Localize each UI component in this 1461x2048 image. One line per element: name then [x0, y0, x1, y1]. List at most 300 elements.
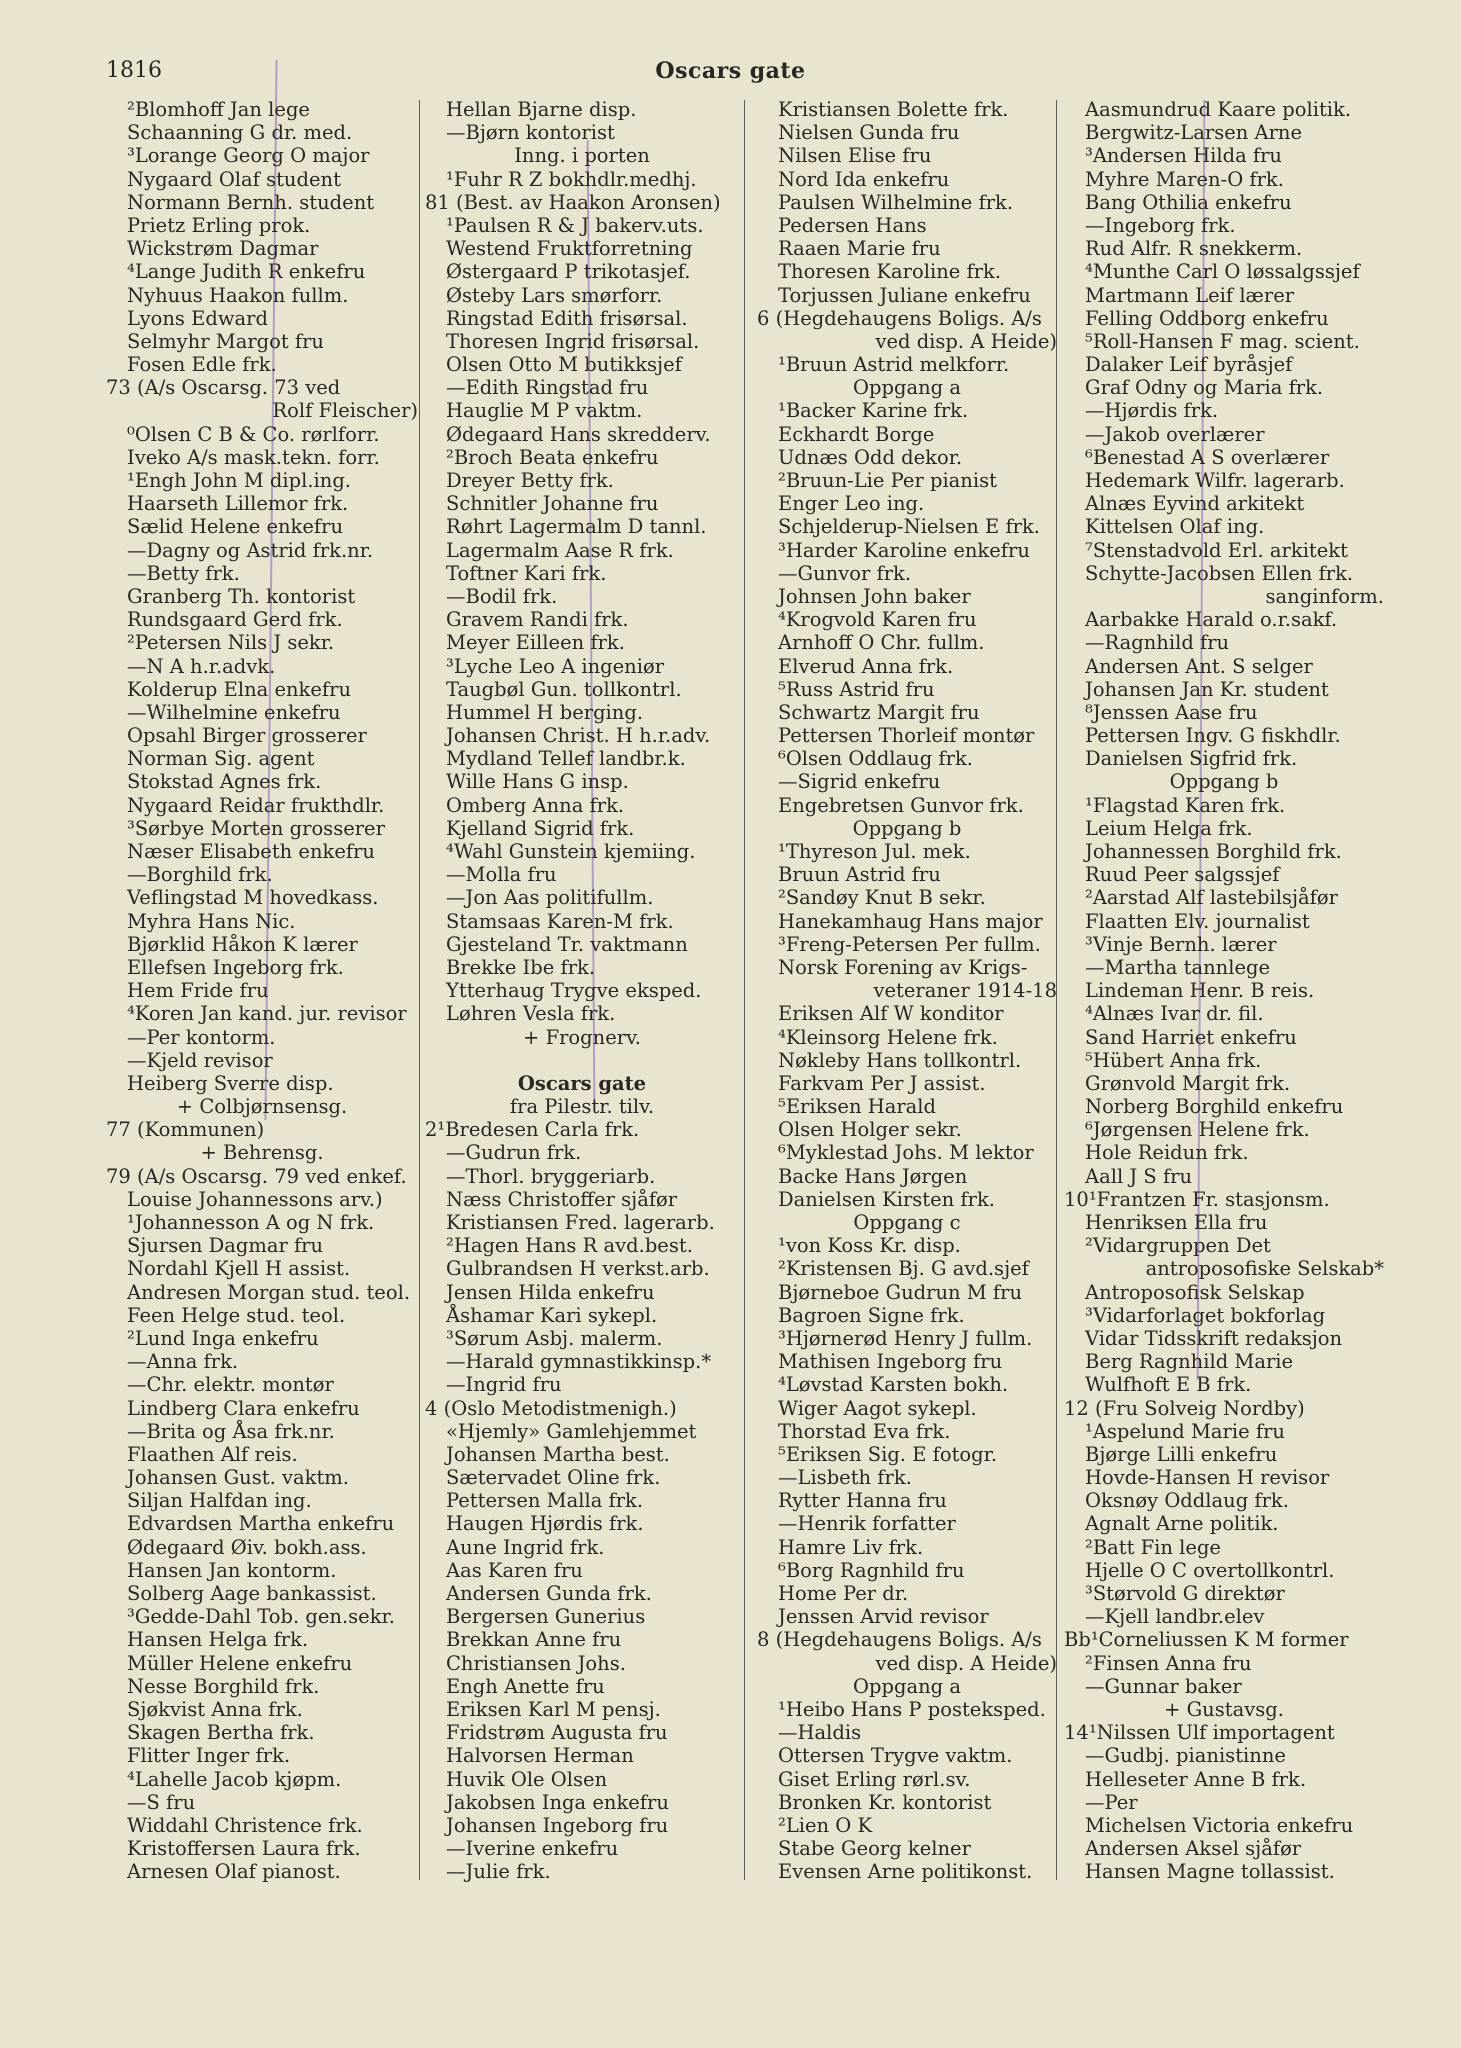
resident-entry: ³Sørum Asbj. malerm.	[446, 1326, 663, 1350]
resident-entry: ³Størvold G direktør	[1085, 1582, 1285, 1605]
resident-entry: Lindberg Clara enkefru	[127, 1396, 360, 1420]
resident-entry: Nilsen Elise fru	[778, 144, 932, 168]
resident-entry: Prietz Erling prok.	[127, 213, 311, 237]
resident-entry: Opsahl Birger grosserer	[127, 724, 367, 748]
resident-entry: ⁵Eriksen Sig. E fotogr.	[778, 1442, 998, 1466]
resident-entry: ¹von Koss Kr. disp.	[778, 1234, 961, 1258]
resident-entry: —Harald gymnastikkinsp.*	[446, 1350, 712, 1374]
resident-entry: ³Hjørnerød Henry J fullm.	[778, 1326, 1033, 1350]
resident-entry: Røhrt Lagermalm D tannl.	[446, 515, 707, 539]
address-entry: 10¹Frantzen Fr. stasjonsm.	[1064, 1187, 1330, 1211]
section-label: + Behrensg.	[200, 1141, 324, 1165]
resident-entry: Danielsen Sigfrid frk.	[1085, 747, 1298, 771]
resident-entry: Gulbrandsen H verkst.arb.	[446, 1257, 710, 1281]
resident-entry: Evensen Arne politikonst.	[778, 1860, 1033, 1884]
resident-entry: —Chr. elektr. montør	[127, 1373, 334, 1397]
resident-entry: Toftner Kari frk.	[446, 561, 607, 585]
address-entry: 14¹Nilssen Ulf importagent	[1064, 1721, 1335, 1745]
resident-entry: Torjussen Juliane enkefru	[778, 283, 1031, 307]
resident-entry: Stabe Georg kelner	[778, 1837, 971, 1861]
resident-entry: Pettersen Thorleif montør	[778, 724, 1035, 748]
resident-entry: —Hjørdis frk.	[1085, 399, 1219, 423]
resident-entry: ⁵Hübert Anna frk.	[1085, 1048, 1262, 1072]
resident-entry: Normann Bernh. student	[127, 190, 375, 214]
resident-entry: Mathisen Ingeborg fru	[778, 1350, 1003, 1374]
address-entry: 4 (Oslo Metodistmenigh.)	[425, 1396, 677, 1420]
resident-entry: ²Batt Fin lege	[1085, 1535, 1221, 1559]
resident-entry: ¹Backer Karine frk.	[778, 399, 969, 423]
resident-entry: ²Broch Beata enkefru	[446, 445, 659, 469]
resident-entry: —Dagny og Astrid frk.nr.	[127, 538, 374, 562]
resident-entry: Brekkan Anne fru	[446, 1628, 622, 1652]
resident-entry: ¹Thyreson Jul. mek.	[778, 840, 971, 863]
resident-entry: Fridstrøm Augusta fru	[446, 1721, 668, 1745]
resident-entry: ⁶Benestad A S overlærer	[1085, 445, 1330, 469]
resident-entry: Martmann Leif lærer	[1085, 283, 1295, 307]
resident-entry: Edvardsen Martha enkefru	[127, 1512, 395, 1536]
resident-entry: Flitter Inger frk.	[127, 1744, 291, 1768]
resident-entry: ¹Paulsen R & J bakerv.uts.	[446, 213, 704, 237]
resident-entry: Enger Leo ing.	[778, 492, 925, 516]
resident-entry: ²Blomhoff Jan lege	[127, 98, 310, 121]
resident-entry: Westend Fruktforretning	[446, 237, 693, 261]
resident-entry: ¹Johannesson A og N frk.	[127, 1211, 375, 1234]
resident-entry: Iveko A/s mask.tekn. forr.	[127, 445, 380, 469]
resident-entry: Widdahl Christence frk.	[127, 1813, 363, 1837]
resident-entry: ⁶Jørgensen Helene frk.	[1085, 1118, 1310, 1142]
resident-entry: Ellefsen Ingeborg frk.	[127, 955, 344, 979]
resident-entry: Sjøkvist Anna frk.	[127, 1697, 303, 1721]
resident-entry: Christiansen Johs.	[446, 1651, 626, 1675]
address-entry: 8 (Hegdehaugens Boligs. A/s	[757, 1628, 1042, 1652]
resident-entry: Haarseth Lillemor frk.	[127, 492, 349, 516]
column-divider	[744, 100, 745, 1880]
resident-entry: Meyer Eilleen frk.	[446, 631, 625, 655]
resident-entry: Taugbøl Gun. tollkontrl.	[446, 677, 682, 701]
resident-entry: ³Gedde-Dahl Tob. gen.sekr.	[127, 1605, 395, 1629]
address-entry: 12 (Fru Solveig Nordby)	[1064, 1396, 1305, 1420]
resident-entry: ved disp. A Heide)	[875, 1651, 1057, 1675]
address-entry: 81 (Best. av Haakon Aronsen)	[425, 190, 721, 214]
resident-entry: —Per	[1085, 1790, 1138, 1814]
resident-entry: Norberg Borghild enkefru	[1085, 1095, 1344, 1119]
resident-entry: Lindeman Henr. B reis.	[1085, 979, 1315, 1003]
resident-entry: Pettersen Ingv. G fiskhdlr.	[1085, 724, 1341, 748]
resident-entry: Hansen Helga frk.	[127, 1628, 309, 1652]
address-entry: 73 (A/s Oscarsg. 73 ved	[106, 376, 341, 400]
resident-entry: Olsen Otto M butikksjef	[446, 353, 682, 377]
resident-entry: ²Lien O K	[778, 1813, 873, 1837]
resident-entry: —Ingeborg frk.	[1085, 213, 1236, 237]
resident-entry: ⁴Løvstad Karsten bokh.	[778, 1373, 1009, 1397]
resident-entry: Wiger Aagot sykepl.	[778, 1396, 977, 1420]
resident-entry: ⁴Munthe Carl O løssalgssjef	[1085, 260, 1360, 284]
resident-entry: —Jon Aas politifullm.	[446, 886, 654, 910]
resident-entry: ¹Bruun Astrid melkforr.	[778, 353, 1010, 377]
page-number: 1816	[106, 58, 162, 83]
directory-column-2	[425, 98, 739, 1883]
address-entry: 77 (Kommunen)	[106, 1118, 265, 1142]
resident-entry: Myhre Maren-O frk.	[1085, 167, 1284, 191]
resident-entry: ²Lund Inga enkefru	[127, 1326, 319, 1350]
resident-entry: —Gunvor frk.	[778, 561, 912, 585]
section-label: + Colbjørnsensg.	[176, 1095, 348, 1119]
resident-entry: Johansen Martha best.	[446, 1442, 670, 1466]
resident-entry: Rytter Hanna fru	[778, 1489, 947, 1513]
resident-entry: Kristiansen Fred. lagerarb.	[446, 1211, 715, 1234]
resident-entry: Nesse Borghild frk.	[127, 1674, 320, 1698]
resident-entry	[425, 1049, 739, 1072]
resident-entry: Michelsen Victoria enkefru	[1085, 1813, 1354, 1837]
resident-entry: Ottersen Trygve vaktm.	[778, 1744, 1013, 1768]
resident-entry: Thoresen Karoline frk.	[778, 260, 1002, 284]
resident-entry: Lyons Edward	[127, 306, 268, 330]
resident-entry: Hjelle O C overtollkontrl.	[1085, 1558, 1335, 1582]
resident-entry: Eckhardt Borge	[778, 422, 935, 446]
resident-entry: Lagermalm Aase R frk.	[446, 538, 674, 562]
resident-entry: Huvik Ole Olsen	[446, 1767, 608, 1791]
resident-entry: Bergersen Gunerius	[446, 1605, 646, 1629]
resident-entry: Veflingstad M hovedkass.	[127, 886, 379, 910]
resident-entry: Ødegaard Hans skredderv.	[446, 422, 711, 446]
resident-entry: Andresen Morgan stud. teol.	[127, 1280, 411, 1304]
resident-entry: Ringstad Edith frisørsal.	[446, 306, 688, 330]
resident-entry: ³Vinje Bernh. lærer	[1085, 932, 1277, 956]
resident-entry: Henriksen Ella fru	[1085, 1211, 1268, 1234]
resident-entry: Skagen Bertha frk.	[127, 1721, 315, 1745]
resident-entry: Nielsen Gunda fru	[778, 121, 960, 145]
resident-entry: Wulfhoft E B frk.	[1085, 1373, 1252, 1397]
resident-entry: —Wilhelmine enkefru	[127, 700, 341, 724]
resident-entry: Home Per dr.	[778, 1582, 909, 1605]
resident-entry: ⁵Roll-Hansen F mag. scient.	[1085, 329, 1360, 353]
resident-entry: —Ingrid fru	[446, 1373, 562, 1397]
resident-entry: Omberg Anna frk.	[446, 793, 625, 817]
resident-entry: —Henrik forfatter	[778, 1512, 956, 1536]
section-label: + Gustavsg.	[1164, 1697, 1284, 1721]
resident-entry: Sælid Helene enkefru	[127, 515, 344, 539]
resident-entry: Antroposofisk Selskap	[1085, 1280, 1305, 1304]
resident-entry: Flaatten Elv. journalist	[1085, 909, 1310, 933]
resident-entry: Danielsen Kirsten frk.	[778, 1187, 995, 1211]
resident-entry: ⁴Koren Jan kand. jur. revisor	[127, 1002, 407, 1026]
resident-entry: Kristoffersen Laura frk.	[127, 1837, 361, 1861]
address-entry: 79 (A/s Oscarsg. 79 ved enkef.	[106, 1164, 407, 1188]
resident-entry: —Thorl. bryggeriarb.	[446, 1164, 656, 1188]
resident-entry: Hanekamhaug Hans major	[778, 909, 1043, 933]
resident-entry: ⁶Olsen Oddlaug frk.	[778, 747, 973, 771]
resident-entry: —Martha tannlege	[1085, 955, 1271, 979]
resident-entry: —Ragnhild fru	[1085, 631, 1230, 655]
resident-entry: Schnitler Johanne fru	[446, 492, 659, 516]
resident-entry: ¹Heibo Hans P posteksped.	[778, 1697, 1046, 1721]
resident-entry: ¹Flagstad Karen frk.	[1085, 793, 1286, 817]
resident-entry: Stamsaas Karen-M frk.	[446, 909, 674, 933]
resident-entry: Schytte-Jacobsen Ellen frk.	[1085, 561, 1354, 585]
resident-entry: Ødegaard Øiv. bokh.ass.	[127, 1535, 367, 1559]
resident-entry: Louise Johannessons arv.)	[127, 1187, 383, 1211]
resident-entry: Eriksen Alf W konditor	[778, 1002, 1004, 1026]
resident-entry: —Bodil frk.	[446, 584, 558, 608]
resident-entry: ²Petersen Nils J sekr.	[127, 631, 335, 655]
resident-entry: —Gudbj. pianistinne	[1085, 1744, 1286, 1768]
resident-entry: ³Freng-Petersen Per fullm.	[778, 932, 1041, 956]
resident-entry: Kjelland Sigrid frk.	[446, 816, 635, 840]
resident-entry: —Kjell landbr.elev	[1085, 1605, 1265, 1629]
resident-entry: Ruud Peer salgssjef	[1085, 863, 1280, 887]
resident-entry: ⁴Wahl Gunstein kjemiing.	[446, 840, 696, 863]
resident-entry: Fosen Edle frk.	[127, 353, 277, 377]
resident-entry: ²Sandøy Knut B sekr.	[778, 886, 986, 910]
resident-entry: Oksnøy Oddlaug frk.	[1085, 1489, 1289, 1513]
resident-entry: Thorstad Eva frk.	[778, 1419, 951, 1443]
resident-entry: Haugen Hjørdis frk.	[446, 1512, 644, 1536]
resident-entry: ⁶Myklestad Johs. M lektor	[778, 1141, 1034, 1165]
resident-entry: Kolderup Elna enkefru	[127, 677, 352, 701]
resident-entry: Johannessen Borghild frk.	[1085, 840, 1342, 863]
resident-entry: Alnæs Eyvind arkitekt	[1085, 492, 1305, 516]
resident-entry: ²Bruun-Lie Per pianist	[778, 469, 997, 492]
section-label: fra Pilestr. tilv.	[509, 1095, 655, 1119]
resident-entry: «Hjemly» Gamlehjemmet	[446, 1419, 697, 1443]
resident-entry: Løhren Vesla frk.	[446, 1002, 616, 1026]
resident-entry: Nygaard Reidar frukthdlr.	[127, 793, 385, 817]
address-entry: 6 (Hegdehaugens Boligs. A/s	[757, 306, 1042, 330]
resident-entry: Ytterhaug Trygve eksped.	[446, 979, 702, 1003]
resident-entry: Hauglie M P vaktm.	[446, 399, 643, 423]
resident-entry: Schwartz Margit fru	[778, 700, 980, 724]
resident-entry: ⁷Stenstadvold Erl. arkitekt	[1085, 538, 1348, 562]
resident-entry: Dalaker Leif byråsjef	[1085, 353, 1293, 377]
resident-entry: ³Lorange Georg O major	[127, 144, 370, 168]
resident-entry: Bagroen Signe frk.	[778, 1303, 965, 1327]
resident-entry: Schaanning G dr. med.	[127, 121, 353, 145]
resident-entry: Sand Harriet enkefru	[1085, 1025, 1297, 1049]
resident-entry: Granberg Th. kontorist	[127, 584, 356, 608]
resident-entry: Farkvam Per J assist.	[778, 1071, 986, 1095]
resident-entry: Pettersen Malla frk.	[446, 1489, 644, 1513]
resident-entry: Nygaard Olaf student	[127, 167, 341, 191]
resident-entry: ³Harder Karoline enkefru	[778, 538, 1030, 562]
resident-entry: Backe Hans Jørgen	[778, 1164, 968, 1188]
page-header	[0, 58, 1461, 90]
resident-entry: Johnsen John baker	[778, 584, 971, 608]
column-divider	[419, 100, 420, 1880]
resident-entry: Eriksen Karl M pensj.	[446, 1697, 661, 1721]
resident-entry: Rud Alfr. R snekkerm.	[1085, 237, 1303, 261]
resident-entry: Selmyhr Margot fru	[127, 329, 324, 353]
resident-entry: Andersen Ant. S selger	[1085, 654, 1313, 678]
resident-entry: Gjesteland Tr. vaktmann	[446, 932, 688, 956]
resident-entry: Stokstad Agnes frk.	[127, 770, 322, 794]
resident-entry: Siljan Halfdan ing.	[127, 1489, 312, 1513]
resident-entry: Næser Elisabeth enkefru	[127, 840, 375, 863]
resident-entry: Johansen Jan Kr. student	[1085, 677, 1329, 701]
resident-entry: Arnesen Olaf pianost.	[127, 1860, 341, 1884]
resident-entry: Grønvold Margit frk.	[1085, 1071, 1291, 1095]
resident-entry: Bjørneboe Gudrun M fru	[778, 1280, 1023, 1304]
resident-entry: Bang Othilia enkefru	[1085, 190, 1292, 214]
resident-entry: Hem Fride fru	[127, 979, 269, 1003]
resident-entry: ³Andersen Hilda fru	[1085, 144, 1282, 168]
resident-entry: Norman Sig. agent	[127, 747, 315, 771]
resident-entry: Engh Anette fru	[446, 1674, 605, 1698]
resident-entry: ²Aarstad Alf lastebilsjåfør	[1085, 886, 1338, 910]
resident-entry: Sjursen Dagmar fru	[127, 1234, 324, 1258]
resident-entry: Kristiansen Bolette frk.	[778, 98, 1009, 121]
resident-entry: Hansen Magne tollassist.	[1085, 1860, 1335, 1884]
resident-entry: ¹Fuhr R Z bokhdlr.medhj.	[446, 167, 697, 191]
resident-entry: ¹Aspelund Marie fru	[1085, 1419, 1285, 1443]
resident-entry: sanginform.	[1265, 584, 1384, 608]
resident-entry: Jakobsen Inga enkefru	[446, 1790, 669, 1814]
resident-entry: ³Lyche Leo A ingeniør	[446, 654, 665, 678]
resident-entry: ⁵Eriksen Harald	[778, 1095, 937, 1119]
resident-entry: ⁰Olsen C B & Co. rørlforr.	[127, 422, 380, 446]
resident-entry: ²Vidargruppen Det	[1085, 1234, 1271, 1258]
resident-entry: Bronken Kr. kontorist	[778, 1790, 992, 1814]
resident-entry: —Per kontorm.	[127, 1025, 276, 1049]
resident-entry: —Jakob overlærer	[1085, 422, 1265, 446]
resident-entry: —Anna frk.	[127, 1350, 239, 1374]
resident-entry: —Betty frk.	[127, 561, 240, 585]
resident-entry: Nyhuus Haakon fullm.	[127, 283, 349, 307]
resident-entry: —Brita og Åsa frk.nr.	[127, 1419, 335, 1443]
resident-entry: Åshamar Kari sykepl.	[446, 1303, 658, 1327]
resident-entry: antroposofiske Selskab*	[1145, 1257, 1384, 1281]
resident-entry: Leium Helga frk.	[1085, 816, 1253, 840]
resident-entry: Schjelderup-Nielsen E frk.	[778, 515, 1041, 539]
resident-entry: Paulsen Wilhelmine frk.	[778, 190, 1014, 214]
section-label: + Frognerv.	[523, 1025, 641, 1049]
resident-entry: Østergaard P trikotasjef.	[446, 260, 691, 284]
resident-entry: ³Sørbye Morten grosserer	[127, 816, 385, 840]
resident-entry: Udnæs Odd dekor.	[778, 445, 963, 469]
resident-entry: Jenssen Arvid revisor	[778, 1605, 989, 1629]
resident-entry: Jensen Hilda enkefru	[446, 1280, 655, 1304]
section-label: Oppgang b	[852, 816, 962, 840]
resident-entry: Andersen Aksel sjåfør	[1085, 1837, 1302, 1861]
resident-entry: ²Kristensen Bj. G avd.sjef	[778, 1257, 1029, 1281]
section-label: Oppgang c	[853, 1211, 961, 1234]
section-label: Oppgang a	[853, 376, 961, 400]
directory-column-1	[106, 98, 418, 1883]
resident-entry: ⁴Lahelle Jacob kjøpm.	[127, 1767, 342, 1791]
resident-entry: Bergwitz-Larsen Arne	[1085, 121, 1303, 145]
resident-entry: Wille Hans G insp.	[446, 770, 629, 794]
resident-entry: Nordahl Kjell H assist.	[127, 1257, 351, 1281]
resident-entry: Johansen Ingeborg fru	[446, 1813, 669, 1837]
resident-entry: Solberg Aage bankassist.	[127, 1582, 377, 1605]
resident-entry: Kittelsen Olaf ing.	[1085, 515, 1265, 539]
resident-entry: Andersen Gunda frk.	[446, 1582, 652, 1605]
resident-entry: Flaathen Alf reis.	[127, 1442, 298, 1466]
resident-entry: Myhra Hans Nic.	[127, 909, 296, 933]
resident-entry: Sætervadet Oline frk.	[446, 1466, 661, 1490]
resident-entry: ⁴Krogvold Karen fru	[778, 608, 977, 632]
resident-entry: —S fru	[127, 1790, 196, 1814]
address-entry: Bb¹Corneliussen K M former	[1064, 1628, 1349, 1652]
resident-entry: Dreyer Betty frk.	[446, 469, 614, 492]
resident-entry: Giset Erling rørl.sv.	[778, 1767, 971, 1791]
resident-entry: —Julie frk.	[446, 1860, 551, 1884]
resident-entry: Raaen Marie fru	[778, 237, 941, 261]
resident-entry: Aas Karen fru	[446, 1558, 583, 1582]
resident-entry: —Gunnar baker	[1085, 1674, 1242, 1698]
resident-entry: Halvorsen Herman	[446, 1744, 634, 1768]
resident-entry: —Gudrun frk.	[446, 1141, 582, 1165]
resident-entry: Rundsgaard Gerd frk.	[127, 608, 343, 632]
resident-entry: Østeby Lars smørforr.	[446, 283, 663, 307]
resident-entry: Hedemark Wilfr. lagerarb.	[1085, 469, 1345, 492]
section-label: Oppgang b	[1169, 770, 1279, 794]
resident-entry: ⁸Jenssen Aase fru	[1085, 700, 1258, 724]
directory-column-3	[757, 98, 1057, 1883]
resident-entry: ²Finsen Anna fru	[1085, 1651, 1252, 1675]
resident-entry: Aune Ingrid frk.	[446, 1535, 605, 1559]
resident-entry: Pedersen Hans	[778, 213, 927, 237]
resident-entry: Brekke Ibe frk.	[446, 955, 596, 979]
resident-entry: Graf Odny og Maria frk.	[1085, 376, 1324, 400]
resident-entry: Bjørklid Håkon K lærer	[127, 932, 358, 956]
resident-entry: Norsk Forening av Krigs-	[778, 955, 1028, 979]
resident-entry: ⁴Alnæs Ivar dr. fil.	[1085, 1002, 1264, 1026]
resident-entry: Johansen Christ. H h.r.adv.	[446, 724, 711, 748]
resident-entry: —Lisbeth frk.	[778, 1466, 912, 1490]
resident-entry: —Borghild frk.	[127, 863, 273, 887]
resident-entry: Hummel H berging.	[446, 700, 644, 724]
resident-entry: Heiberg Sverre disp.	[127, 1071, 334, 1095]
resident-entry: Thoresen Ingrid frisørsal.	[446, 329, 700, 353]
section-label: Oppgang a	[853, 1674, 961, 1698]
resident-entry: ⁴Lange Judith R enkefru	[127, 260, 366, 284]
resident-entry: —Sigrid enkefru	[778, 770, 941, 794]
resident-entry: —Iverine enkefru	[446, 1837, 619, 1861]
resident-entry: —Bjørn kontorist	[446, 121, 615, 145]
resident-entry: —Haldis	[778, 1721, 862, 1745]
resident-entry: Agnalt Arne politik.	[1085, 1512, 1279, 1536]
resident-entry: Hovde-Hansen H revisor	[1085, 1466, 1330, 1490]
resident-entry: Hellan Bjarne disp.	[446, 98, 637, 121]
resident-entry: ³Vidarforlaget bokforlag	[1085, 1303, 1326, 1327]
resident-entry: Feen Helge stud. teol.	[127, 1303, 346, 1327]
resident-entry: Rolf Fleischer)	[272, 399, 418, 423]
resident-entry: ved disp. A Heide)	[875, 329, 1057, 353]
resident-entry: ²Hagen Hans R avd.best.	[446, 1234, 693, 1258]
resident-entry: Gravem Randi frk.	[446, 608, 629, 632]
resident-entry: Mydland Tellef landbr.k.	[446, 747, 686, 771]
resident-entry: —Molla fru	[446, 863, 557, 887]
resident-entry: Bjørge Lilli enkefru	[1085, 1442, 1278, 1466]
resident-entry: ⁵Russ Astrid fru	[778, 677, 935, 701]
section-label: Oscars gate	[517, 1071, 647, 1095]
resident-entry: veteraner 1914-18	[873, 979, 1057, 1003]
resident-entry: Felling Oddborg enkefru	[1085, 306, 1329, 330]
resident-entry: Bruun Astrid fru	[778, 863, 941, 887]
resident-entry: Næss Christoffer sjåfør	[446, 1187, 678, 1211]
resident-entry: Arnhoff O Chr. fullm.	[778, 631, 985, 655]
resident-entry: Vidar Tidsskrift redaksjon	[1085, 1326, 1343, 1350]
resident-entry: Helleseter Anne B frk.	[1085, 1767, 1307, 1791]
section-label: Inng. i porten	[514, 144, 650, 168]
resident-entry: —Kjeld revisor	[127, 1048, 273, 1072]
resident-entry: Nøkleby Hans tollkontrl.	[778, 1048, 1022, 1072]
address-entry: 2¹Bredesen Carla frk.	[425, 1118, 640, 1142]
resident-entry: Hansen Jan kontorm.	[127, 1558, 337, 1582]
resident-entry: Nord Ida enkefru	[778, 167, 950, 191]
resident-entry: —N A h.r.advk.	[127, 654, 276, 678]
resident-entry: Hamre Liv frk.	[778, 1535, 924, 1559]
